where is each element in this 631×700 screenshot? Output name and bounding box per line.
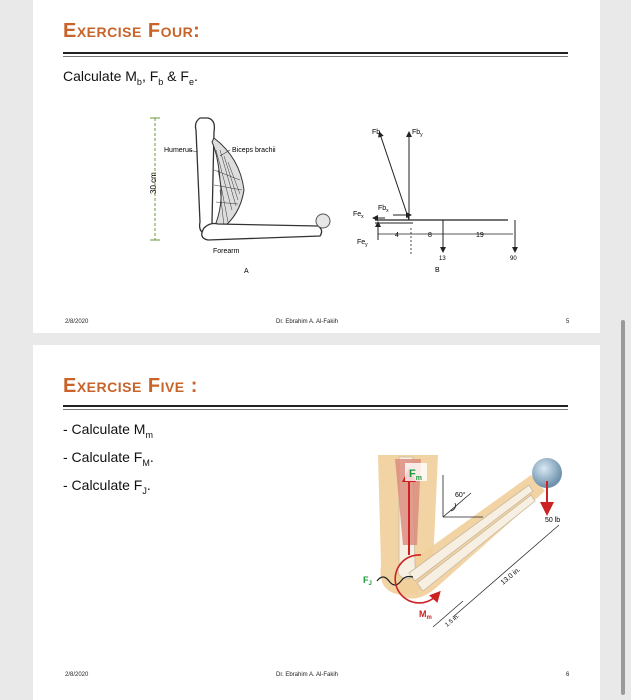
fey-label: $Fe_y$ (357, 239, 368, 248)
mark-13-label: 13 (439, 256, 446, 262)
dim-4-label: 4 (395, 232, 399, 239)
slide-title: Exercise Four: (63, 20, 201, 42)
forearm-bone (202, 224, 322, 241)
fex-label: $Fe_x$ (353, 211, 364, 220)
dim-8-label: 8 (428, 232, 432, 239)
panel-b-label: B (435, 267, 440, 274)
short-dimension-label: 1.5 in. (444, 613, 461, 629)
fb-label: Fb (372, 129, 381, 136)
bullet-joint-force: - Calculate $F_J$. (63, 477, 151, 496)
humerus-label: Humerus (164, 147, 193, 154)
height-label: 30 cm (149, 172, 158, 194)
biceps-label: Biceps brachii (232, 147, 276, 154)
footer-date: 2/8/2020 (65, 319, 89, 325)
footer-date: 2/8/2020 (65, 672, 89, 678)
forearm-label: Forearm (213, 248, 240, 255)
bullet-moment: - Calculate $M_m$ (63, 421, 153, 440)
vertical-scrollbar[interactable] (621, 320, 625, 695)
fm-label: $F_m$ (409, 468, 422, 482)
arm-diagram-a (128, 110, 318, 285)
fby-label: $Fb_y$ (412, 129, 423, 138)
fbx-label: $Fb_x$ (378, 205, 389, 214)
exercise-prompt: Calculate $M_b$, $F_b$ & $F_e$. (63, 68, 198, 87)
title-rule (63, 52, 568, 57)
arm-lifting-diagram (333, 445, 563, 630)
bullet-muscle-force: - Calculate $F_M$. (63, 449, 154, 468)
footer-page-number: 6 (566, 672, 570, 678)
slide-exercise-four (33, 0, 600, 333)
slide-title: Exercise Five : (63, 375, 198, 397)
humerus-bone (196, 118, 215, 234)
mm-label: $M_m$ (419, 609, 432, 621)
mark-90-label: 90 (510, 256, 517, 262)
free-body-diagram-b (313, 122, 517, 277)
fj-label: $F_J$ (363, 575, 372, 587)
slide-exercise-five (33, 345, 600, 700)
load-label: 50 lb (545, 517, 561, 524)
dim-19-label: 19 (476, 232, 484, 239)
footer-page-number: 5 (566, 319, 570, 325)
panel-a-label: A (244, 268, 249, 275)
long-dimension-label: 13.0 in. (499, 566, 522, 587)
angle-label: 60° (455, 492, 466, 499)
title-rule (63, 405, 568, 410)
footer-author: Dr. Ebrahim A. Al-Fakih (276, 319, 339, 325)
footer-author: Dr. Ebrahim A. Al-Fakih (276, 672, 339, 678)
